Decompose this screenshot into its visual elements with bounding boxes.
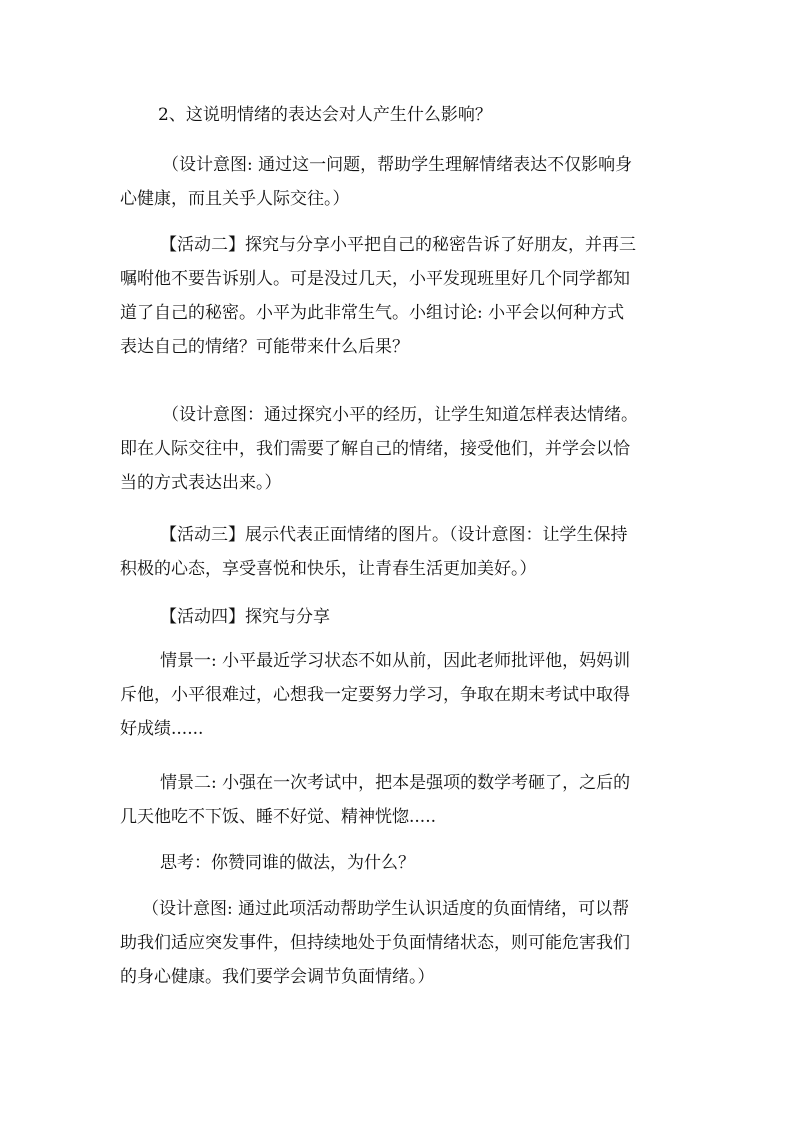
reflection-question — [120, 846, 680, 880]
design-intent-1-paragraph — [120, 148, 680, 216]
paragraph-line: 助我们适应突发事件，但持续地处于负面情绪状态，则可能危害我们 — [120, 933, 630, 953]
paragraph-line: 道了自己的秘密。小平为此非常生气。小组讨论: 小平会以何种方式 — [120, 303, 625, 323]
paragraph-line: 表达自己的情绪？可能带来什么后果？ — [120, 337, 409, 357]
paragraph-line: 情景二: 小强在一次考试中，把本是强项的数学考砸了，之后的 — [160, 773, 631, 793]
paragraph-line: 斥他，小平很难过，心想我一定要努力学习，争取在期末考试中取得 — [120, 685, 630, 705]
paragraph-line: 思考：你赞同谁的做法，为什么？ — [160, 853, 415, 873]
paragraph-line: （设计意图：通过探究小平的经历，让学生知道怎样表达情绪。 — [162, 405, 638, 425]
paragraph-line: 嘱咐他不要告诉别人。可是没过几天，小平发现班里好几个同学都知 — [120, 269, 630, 289]
paragraph-line: 心健康，而且关乎人际交往。） — [120, 189, 350, 209]
paragraph-line: 情景一: 小平最近学习状态不如从前，因此老师批评他，妈妈训 — [160, 651, 631, 671]
design-intent-2-paragraph — [120, 398, 680, 500]
paragraph-line: 积极的心态，享受喜悦和快乐，让青春生活更加美好。） — [120, 559, 537, 579]
paragraph-line: （设计意图: 通过此项活动帮助学生认识适度的负面情绪，可以帮 — [142, 899, 630, 919]
activity-2-paragraph — [120, 228, 680, 364]
design-intent-3-paragraph — [120, 892, 680, 994]
paragraph-line: 好成绩...... — [120, 719, 204, 739]
scenario-2-paragraph — [120, 766, 680, 834]
paragraph-line: 2、这说明情绪的表达会对人产生什么影响？ — [158, 105, 492, 125]
paragraph-line: 【活动三】展示代表正面情绪的图片。（设计意图：让学生保持 — [160, 525, 628, 545]
paragraph-line: 【活动二】探究与分享小平把自己的秘密告诉了好朋友，并再三 — [160, 235, 636, 255]
activity-4-heading — [120, 600, 680, 634]
paragraph-line: 几天他吃不下饭、睡不好觉、精神恍惚..... — [120, 807, 437, 827]
paragraph-line: 的身心健康。我们要学会调节负面情绪。） — [120, 967, 435, 987]
question-2-paragraph — [120, 98, 680, 132]
paragraph-line: 当的方式表达出来。） — [120, 473, 282, 493]
paragraph-line: 即在人际交往中，我们需要了解自己的情绪，接受他们，并学会以恰 — [120, 439, 630, 459]
activity-3-paragraph — [120, 518, 680, 586]
paragraph-line: 【活动四】探究与分享 — [160, 607, 330, 627]
paragraph-line: （设计意图: 通过这一问题，帮助学生理解情绪表达不仅影响身 — [162, 155, 633, 175]
scenario-1-paragraph — [120, 644, 680, 746]
